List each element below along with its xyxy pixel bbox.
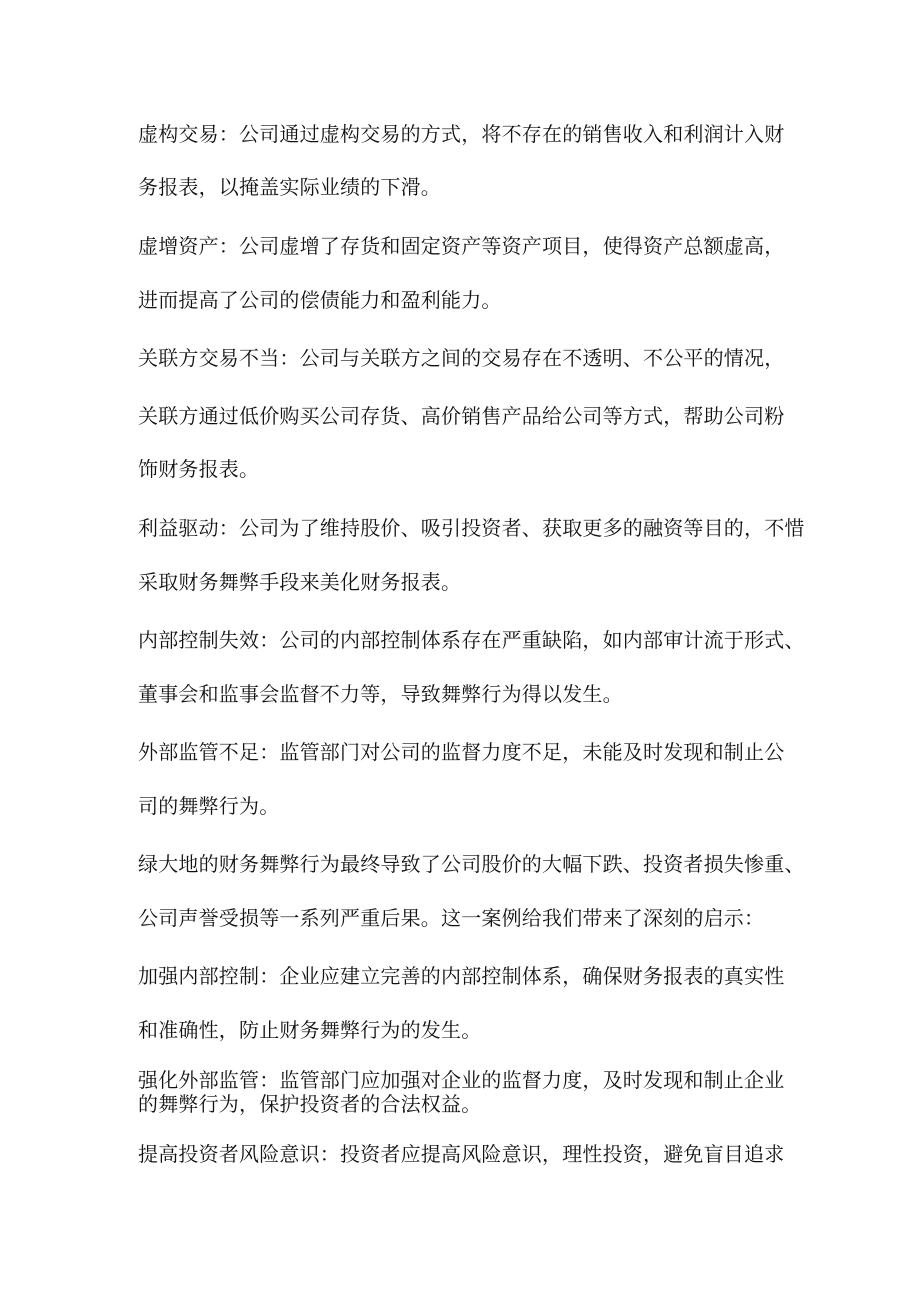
text-line-5: 关联方交易不当：公司与关联方之间的交易存在不透明、不公平的情况， xyxy=(138,346,785,370)
text-line-10: 内部控制失效：公司的内部控制体系存在严重缺陷，如内部审计流于形式、 xyxy=(138,628,805,652)
text-line-8: 利益驱动：公司为了维持股价、吸引投资者、获取更多的融资等目的，不惜 xyxy=(138,516,805,540)
text-line-18: 强化外部监管：监管部门应加强对企业的监督力度，及时发现和制止企业 xyxy=(138,1068,785,1092)
text-line-14: 绿大地的财务舞弊行为最终导致了公司股价的大幅下跌、投资者损失惨重、 xyxy=(138,852,805,876)
text-line-16: 加强内部控制：企业应建立完善的内部控制体系，确保财务报表的真实性 xyxy=(138,964,785,988)
text-line-15: 公司声誉受损等一系列严重后果。这一案例给我们带来了深刻的启示： xyxy=(138,906,765,930)
text-line-20: 提高投资者风险意识：投资者应提高风险意识，理性投资，避免盲目追求 xyxy=(138,1142,785,1166)
text-line-3: 虚增资产：公司虚增了存货和固定资产等资产项目，使得资产总额虚高， xyxy=(138,234,785,258)
text-line-7: 饰财务报表。 xyxy=(138,457,260,481)
text-line-1: 虚构交易：公司通过虚构交易的方式，将不存在的销售收入和利润计入财 xyxy=(138,122,785,146)
text-line-17: 和准确性，防止财务舞弊行为的发生。 xyxy=(138,1018,482,1042)
text-line-6: 关联方通过低价购买公司存货、高价销售产品给公司等方式，帮助公司粉 xyxy=(138,404,785,428)
text-line-12: 外部监管不足：监管部门对公司的监督力度不足，未能及时发现和制止公 xyxy=(138,740,785,764)
text-line-13: 司的舞弊行为。 xyxy=(138,794,280,818)
text-line-9: 采取财务舞弊手段来美化财务报表。 xyxy=(138,570,462,594)
text-line-11: 董事会和监事会监督不力等，导致舞弊行为得以发生。 xyxy=(138,682,623,706)
text-line-4: 进而提高了公司的偿债能力和盈利能力。 xyxy=(138,288,502,312)
text-line-19: 的舞弊行为，保护投资者的合法权益。 xyxy=(138,1092,482,1116)
text-line-2: 务报表，以掩盖实际业绩的下滑。 xyxy=(138,175,441,199)
